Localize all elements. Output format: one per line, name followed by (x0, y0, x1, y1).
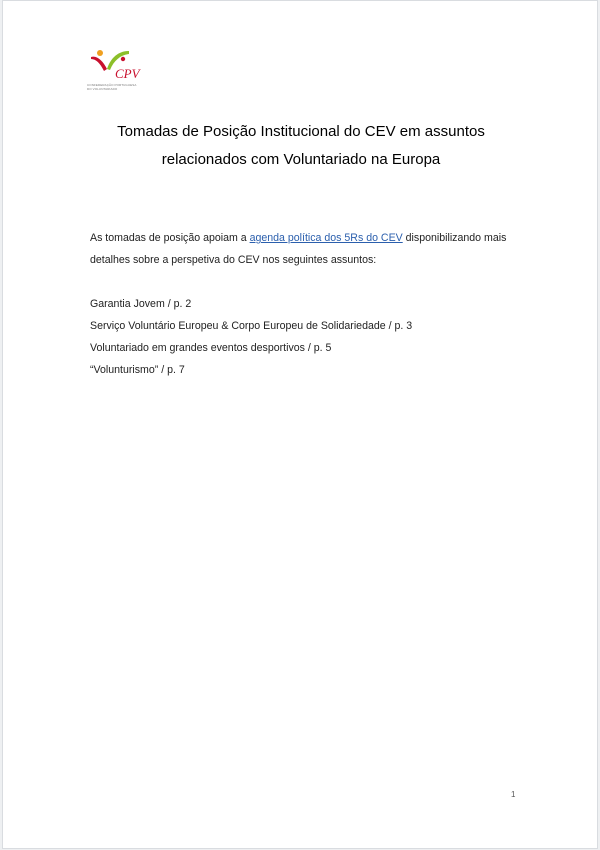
topic-item: Garantia Jovem / p. 2 (90, 298, 192, 310)
intro-text-line-2: detalhes sobre a perspetiva do CEV nos seguintes assuntos: (90, 254, 377, 266)
topic-item: “Volunturismo” / p. 7 (90, 364, 185, 376)
topics-list (90, 293, 412, 381)
svg-text:CPV: CPV (115, 66, 140, 81)
document-title-line-1: Tomadas de Posição Institucional do CEV em assuntos (117, 123, 485, 140)
logo-mark-icon (87, 47, 157, 83)
page-number: 1 (511, 790, 516, 799)
document-title-line-2: relacionados com Voluntariado na Europa (161, 151, 441, 168)
topic-item: Voluntariado em grandes eventos desportivos / p. 5 (90, 342, 332, 354)
intro-paragraph (90, 227, 530, 271)
agenda-link[interactable]: agenda política dos 5Rs do CEV (249, 232, 403, 244)
cpv-logo (87, 47, 157, 95)
document-page (2, 0, 598, 849)
intro-text-end: disponibilizando mais (402, 232, 507, 244)
logo-tagline: CONFEDERAÇÃO PORTUGUESA DO VOLUNTARIADO (87, 83, 137, 91)
intro-text-start: As tomadas de posição apoiam a (90, 232, 250, 244)
topic-item: Serviço Voluntário Europeu & Corpo Europeu de Solidariedade / p. 3 (90, 320, 413, 332)
